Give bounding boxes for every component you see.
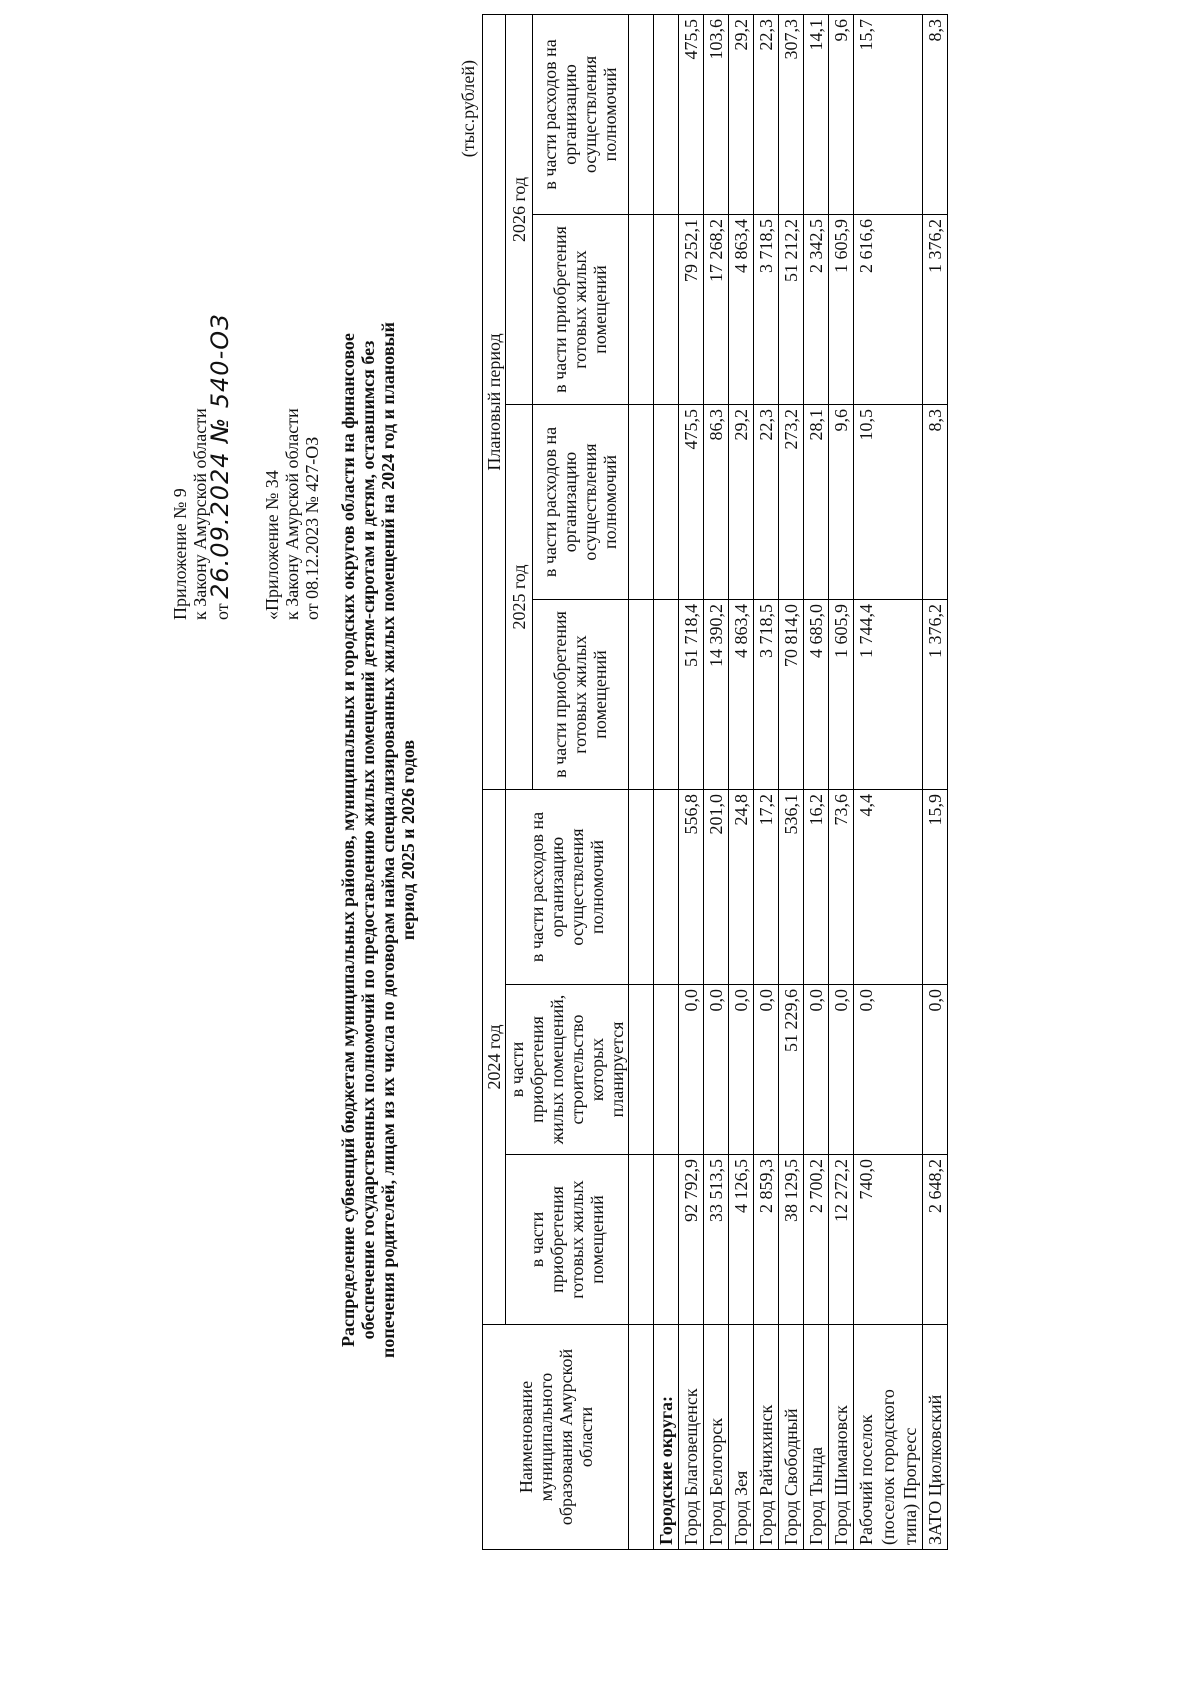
row-name: Город Благовещенск — [679, 1325, 704, 1550]
annex-number: Приложение № 9 — [170, 488, 190, 620]
cell: 0,0 — [704, 985, 729, 1155]
handwritten-date: 26.09.2024 № 540-ОЗ — [206, 313, 234, 599]
cell: 0,0 — [854, 985, 923, 1155]
header-2026-admin: в части расходов на организацию осуществления полномочий — [532, 14, 628, 214]
cell: 9,6 — [829, 14, 854, 214]
cell: 22,3 — [754, 404, 779, 599]
cell: 3 718,5 — [754, 214, 779, 404]
cell: 24,8 — [729, 789, 754, 984]
header-2024-admin: в части расходов на организацию осуществления полномочий — [506, 789, 629, 984]
cell: 1 605,9 — [829, 599, 854, 789]
cell: 4 126,5 — [729, 1155, 754, 1325]
row-name: Город Зея — [729, 1325, 754, 1550]
header-2024-purchase: в части приобретения готовых жилых помещений — [506, 1155, 629, 1325]
header-2024-construction: в части приобретения жилых помещений, строительство которых планируется — [506, 985, 629, 1155]
title-line: попечения родителей, лицам из их числа по договорам найма специализированных жилых помещений на 2024 год и плановый — [378, 322, 398, 1359]
cell: 0,0 — [829, 985, 854, 1155]
ref-line-1: «Приложение № 34 — [262, 470, 282, 620]
header-year-2024: 2024 год — [483, 789, 506, 1324]
table-row — [829, 14, 854, 1549]
cell: 1 376,2 — [923, 599, 948, 789]
cell: 4 863,4 — [729, 599, 754, 789]
cell: 12 272,2 — [829, 1155, 854, 1325]
subvention-table — [482, 14, 948, 1550]
cell: 73,6 — [829, 789, 854, 984]
row-name-line: типа) Прогресс — [900, 1427, 920, 1545]
table-row — [854, 14, 923, 1549]
cell: 1 376,2 — [923, 214, 948, 404]
header-2026-purchase: в части приобретения готовых жилых помещений — [532, 214, 628, 404]
cell: 10,5 — [854, 404, 923, 599]
table-row — [729, 14, 754, 1549]
cell: 51 212,2 — [779, 214, 804, 404]
table-row — [754, 14, 779, 1549]
cell: 28,1 — [804, 404, 829, 599]
table-row — [779, 14, 804, 1549]
row-name: Город Райчихинск — [754, 1325, 779, 1550]
cell: 475,5 — [679, 14, 704, 214]
cell: 9,6 — [829, 404, 854, 599]
cell: 79 252,1 — [679, 214, 704, 404]
cell: 38 129,5 — [779, 1155, 804, 1325]
row-name: ЗАТО Циолковский — [923, 1325, 948, 1550]
cell: 536,1 — [779, 789, 804, 984]
cell: 740,0 — [854, 1155, 923, 1325]
cell: 22,3 — [754, 14, 779, 214]
table-row — [923, 14, 948, 1549]
cell: 2 342,5 — [804, 214, 829, 404]
title-line: период 2025 и 2026 годов — [398, 739, 418, 941]
annex-header — [170, 60, 232, 620]
cell: 92 792,9 — [679, 1155, 704, 1325]
row-name: Город Шимановск — [829, 1325, 854, 1550]
cell: 2 648,2 — [923, 1155, 948, 1325]
cell: 0,0 — [729, 985, 754, 1155]
cell: 16,2 — [804, 789, 829, 984]
header-2025-purchase: в части приобретения готовых жилых помещений — [532, 599, 628, 789]
header-year-2026: 2026 год — [506, 14, 533, 404]
cell: 103,6 — [704, 14, 729, 214]
annex-date-prefix: от — [212, 603, 232, 620]
cell: 4 863,4 — [729, 214, 754, 404]
cell: 51 718,4 — [679, 599, 704, 789]
table-row — [704, 14, 729, 1549]
document-title — [338, 130, 418, 1550]
cell: 15,9 — [923, 789, 948, 984]
spacer-row — [629, 14, 654, 1549]
cell: 307,3 — [779, 14, 804, 214]
cell: 556,8 — [679, 789, 704, 984]
row-name-line: (поселок городского — [878, 1389, 898, 1545]
cell: 14 390,2 — [704, 599, 729, 789]
cell: 2 700,2 — [804, 1155, 829, 1325]
header-2025-admin: в части расходов на организацию осуществления полномочий — [532, 404, 628, 599]
header-municipality: Наименование муниципального образования Амурской области — [483, 1325, 629, 1550]
row-name: Город Белогорск — [704, 1325, 729, 1550]
cell: 475,5 — [679, 404, 704, 599]
cell: 273,2 — [779, 404, 804, 599]
cell: 3 718,5 — [754, 599, 779, 789]
cell: 29,2 — [729, 404, 754, 599]
table-row — [804, 14, 829, 1549]
cell: 2 859,3 — [754, 1155, 779, 1325]
title-line: Распределение субвенций бюджетам муниципальных районов, муниципальных и городских округов области на финансовое — [338, 333, 358, 1347]
cell: 86,3 — [704, 404, 729, 599]
section-row — [654, 14, 679, 1549]
cell: 17,2 — [754, 789, 779, 984]
cell: 15,7 — [854, 14, 923, 214]
cell: 29,2 — [729, 14, 754, 214]
previous-annex-reference — [262, 60, 322, 620]
ref-line-2: к Закону Амурской области — [282, 408, 302, 620]
cell: 70 814,0 — [779, 599, 804, 789]
title-line: обеспечение государственных полномочий по предоставлению жилых помещений детям-сиротам и детям, оставшимся без — [358, 340, 378, 1340]
cell: 8,3 — [923, 14, 948, 214]
cell: 4 685,0 — [804, 599, 829, 789]
cell: 4,4 — [854, 789, 923, 984]
cell: 201,0 — [704, 789, 729, 984]
cell: 51 229,6 — [779, 985, 804, 1155]
row-name — [854, 1325, 923, 1550]
cell: 1 744,4 — [854, 599, 923, 789]
annex-date — [206, 60, 234, 620]
row-name-line: Рабочий поселок — [856, 1414, 876, 1545]
cell: 33 513,5 — [704, 1155, 729, 1325]
cell: 2 616,6 — [854, 214, 923, 404]
cell: 1 605,9 — [829, 214, 854, 404]
cell: 0,0 — [679, 985, 704, 1155]
cell: 0,0 — [804, 985, 829, 1155]
annex-law: к Закону Амурской области — [190, 408, 210, 620]
table-row — [679, 14, 704, 1549]
units-label: (тыс.рублей) — [458, 60, 478, 158]
cell: 0,0 — [923, 985, 948, 1155]
cell: 14,1 — [804, 14, 829, 214]
header-year-2025: 2025 год — [506, 404, 533, 789]
ref-line-3: от 08.12.2023 № 427-ОЗ — [302, 436, 322, 620]
row-name: Город Свободный — [779, 1325, 804, 1550]
cell: 17 268,2 — [704, 214, 729, 404]
section-title: Городские округа: — [654, 1325, 679, 1550]
cell: 8,3 — [923, 404, 948, 599]
cell: 0,0 — [754, 985, 779, 1155]
header-planned-period: Плановый период — [483, 14, 506, 789]
row-name: Город Тында — [804, 1325, 829, 1550]
